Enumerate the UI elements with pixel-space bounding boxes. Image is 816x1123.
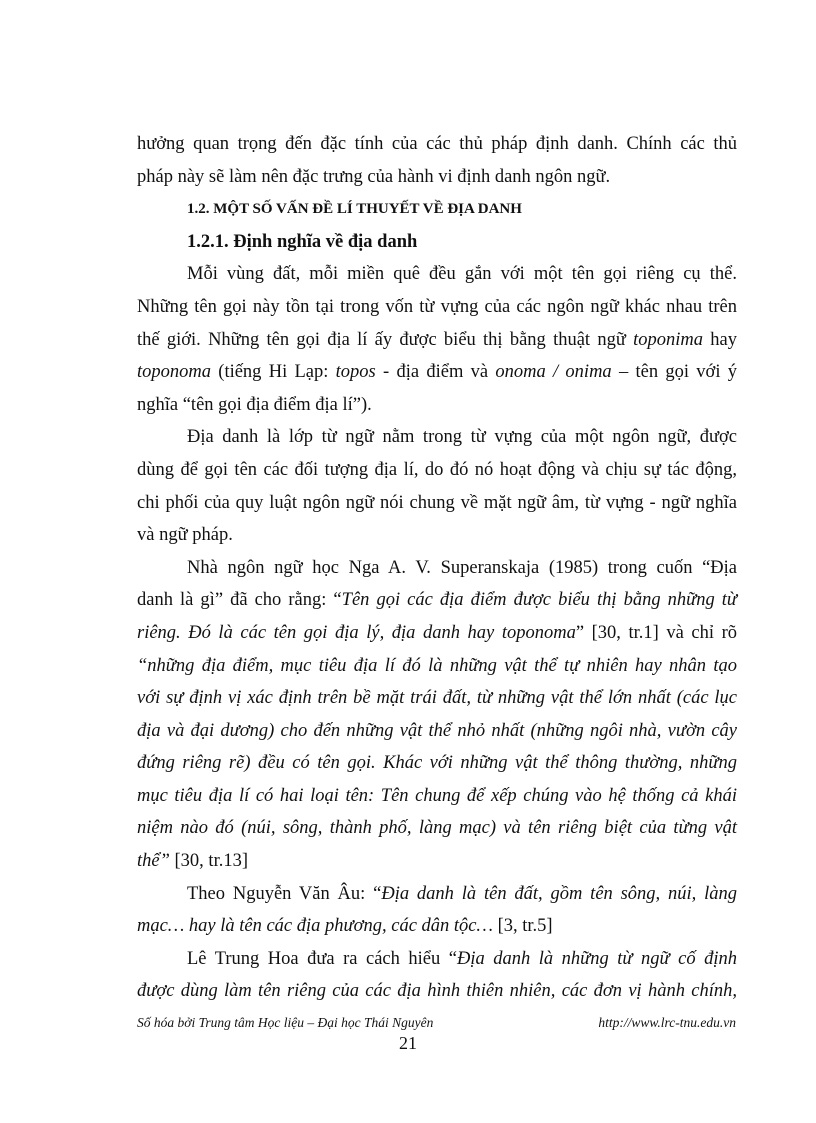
text-line: mục tiêu địa lí có hai loại tên: Tên chung để xếp chúng vào hệ thống cả khái — [137, 785, 737, 806]
text-line: đứng riêng rẽ) đều có tên gọi. Khác với những vật thể thông thường, những — [137, 753, 737, 774]
text-line: riêng. Đó là các tên gọi địa lý, địa danh hay toponoma” [30, tr.1] và chỉ rõ — [137, 622, 737, 643]
footer-url: http://www.lrc-tnu.edu.vn — [598, 1015, 736, 1030]
text-line: Địa danh là lớp từ ngữ nằm trong từ vựng của một ngôn ngữ, được — [187, 427, 737, 448]
text-line: Những tên gọi này tồn tại trong vốn từ vựng của các ngôn ngữ khác nhau trên — [137, 296, 737, 317]
text-line: được dùng làm tên riêng của các địa hình thiên nhiên, các đơn vị hành chính, — [137, 981, 737, 1002]
text-line: thể” [30, tr.13] — [137, 851, 248, 872]
text-line: với sự định vị xác định trên bề mặt trái đất, từ những vật thể lớn nhất (các lục — [137, 688, 737, 709]
text-line: chi phối của quy luật ngôn ngữ nói chung về mặt ngữ âm, từ vựng - ngữ nghĩa — [137, 492, 737, 513]
text-line: danh là gì” đã cho rằng: “Tên gọi các địa điểm được biểu thị bằng những từ — [137, 590, 738, 611]
text-line: Mỗi vùng đất, mỗi miền quê đều gắn với một tên gọi riêng cụ thể. — [187, 264, 737, 285]
body-text — [137, 128, 737, 1008]
text-line: “những địa điểm, mục tiêu địa lí đó là những vật thể tự nhiên hay nhân tạo — [137, 655, 737, 676]
text-line: hưởng quan trọng đến đặc tính của các thủ pháp định danh. Chính các thủ — [137, 134, 737, 154]
text-line: địa và đại dương) cho đến những vật thể nhỏ nhất (những ngôi nhà, vườn cây — [137, 720, 737, 741]
subsection-heading: 1.2.1. Định nghĩa về địa danh — [187, 231, 418, 252]
text-line: và ngữ pháp. — [137, 525, 233, 546]
text-line: pháp này sẽ làm nên đặc trưng của hành vi định danh ngôn ngữ. — [137, 166, 611, 187]
text-line: toponoma (tiếng Hi Lạp: topos - địa điểm và onoma / onima – tên gọi với ý — [137, 362, 737, 383]
text-line: thế giới. Những tên gọi địa lí ấy được biểu thị bằng thuật ngữ toponima hay — [137, 329, 737, 350]
text-line: niệm nào đó (núi, sông, thành phố, làng mạc) và tên riêng biệt của từng vật — [137, 818, 737, 839]
footer-source: Số hóa bởi Trung tâm Học liệu – Đại học Thái Nguyên — [137, 1015, 434, 1030]
text-line: Lê Trung Hoa đưa ra cách hiểu “Địa danh là những từ ngữ cố định — [187, 948, 737, 969]
page-number: 21 — [399, 1033, 417, 1053]
text-line: dùng để gọi tên các đối tượng địa lí, do đó nó hoạt động và chịu sự tác động, — [137, 459, 737, 480]
text-line: Theo Nguyễn Văn Âu: “Địa danh là tên đất, gồm tên sông, núi, làng — [187, 883, 737, 904]
text-line: Nhà ngôn ngữ học Nga A. V. Superanskaja (1985) trong cuốn “Địa — [187, 557, 737, 578]
text-line: mạc… hay là tên các địa phương, các dân tộc… [3, tr.5] — [137, 916, 553, 937]
section-heading: 1.2. MỘT SỐ VẤN ĐỀ LÍ THUYẾT VỀ ĐỊA DANH — [187, 201, 522, 218]
text-line: nghĩa “tên gọi địa điểm địa lí”). — [137, 394, 372, 415]
